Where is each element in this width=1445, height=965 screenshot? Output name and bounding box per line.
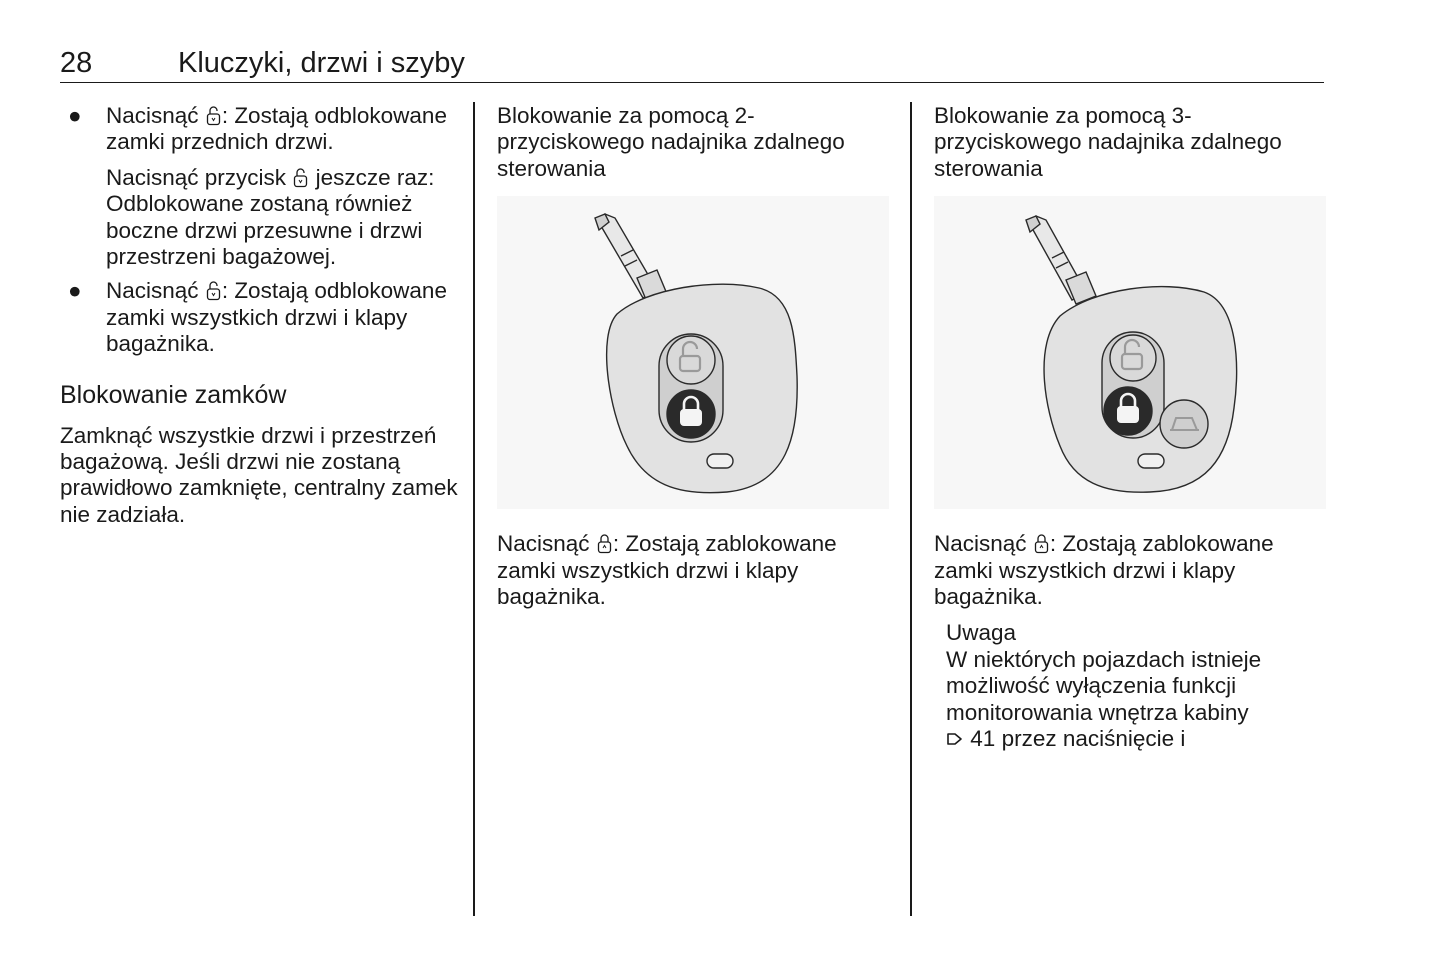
note-body xyxy=(946,647,1329,753)
column-right xyxy=(934,103,1329,752)
subsection-heading: Blokowanie za pomocą 2-przyciskowego nadajnika zdalnego sterowania xyxy=(497,103,845,181)
padlock-open-icon xyxy=(206,280,221,301)
continuation-text: jeszcze raz: Odblokowane zostaną również boczne drzwi przesuwne i drzwi przestrzeni bagażowej. xyxy=(106,164,435,270)
caption-text-pre: Nacisnąć xyxy=(934,531,1027,557)
subsection-heading: Blokowanie za pomocą 3-przyciskowego nadajnika zdalnego sterowania xyxy=(934,103,1282,181)
bullet-dot: ● xyxy=(68,103,82,128)
column-middle xyxy=(497,103,892,610)
section-title: Blokowanie zamków xyxy=(60,380,287,409)
bullet-dot: ● xyxy=(68,278,82,304)
list-item-text: : Zostają odblokowane zamki wszystkich drzwi i klapy bagażnika. xyxy=(106,278,447,357)
chapter-title: Kluczyki, drzwi i szyby xyxy=(178,47,465,79)
column-divider xyxy=(910,102,912,916)
note-box xyxy=(934,620,1329,752)
page-number: 28 xyxy=(60,47,93,79)
caption-text: : Zostają zablokowane zamki wszystkich drzwi i klapy bagażnika. xyxy=(497,531,837,610)
list-item-text-pre: Nacisnąć xyxy=(106,103,199,128)
caption-text-pre: Nacisnąć xyxy=(497,531,590,557)
column-left xyxy=(60,103,460,528)
padlock-open-icon xyxy=(293,167,308,188)
section-body: Zamknąć wszystkie drzwi i przestrzeń bagażową. Jeśli drzwi nie zostaną prawidłowo zamknięte, centralny zamek nie zadziała. xyxy=(60,422,458,527)
caption-text: : Zostają zablokowane zamki wszystkich drzwi i klapy bagażnika. xyxy=(934,531,1274,610)
list-item xyxy=(60,103,460,156)
padlock-open-icon xyxy=(206,105,221,126)
list-item-text: : Zostają odblokowane zamki przednich drzwi. xyxy=(106,103,447,155)
list-item-text-pre: Nacisnąć xyxy=(106,278,199,304)
padlock-closed-icon xyxy=(1034,533,1049,554)
remote-3-button-illustration xyxy=(934,196,1326,509)
note-body-text: W niektórych pojazdach istnieje możliwość wyłączenia funkcji monitorowania wnętrza kabiny xyxy=(946,646,1262,725)
figure-caption xyxy=(497,531,892,610)
page-header xyxy=(60,44,1324,83)
remote-2-button-illustration xyxy=(497,196,889,509)
note-title: Uwaga xyxy=(946,620,1017,646)
figure-caption xyxy=(934,531,1329,610)
padlock-closed-icon xyxy=(597,533,612,554)
note-body-continuation: przez naciśnięcie i xyxy=(1001,726,1186,752)
column-divider xyxy=(473,102,475,916)
continuation-text-pre: Nacisnąć przycisk xyxy=(106,164,287,190)
list-item xyxy=(60,278,460,357)
page-reference-link[interactable]: 41 xyxy=(970,726,996,752)
reference-arrow-icon xyxy=(946,730,964,748)
list-item-continuation xyxy=(60,165,460,271)
